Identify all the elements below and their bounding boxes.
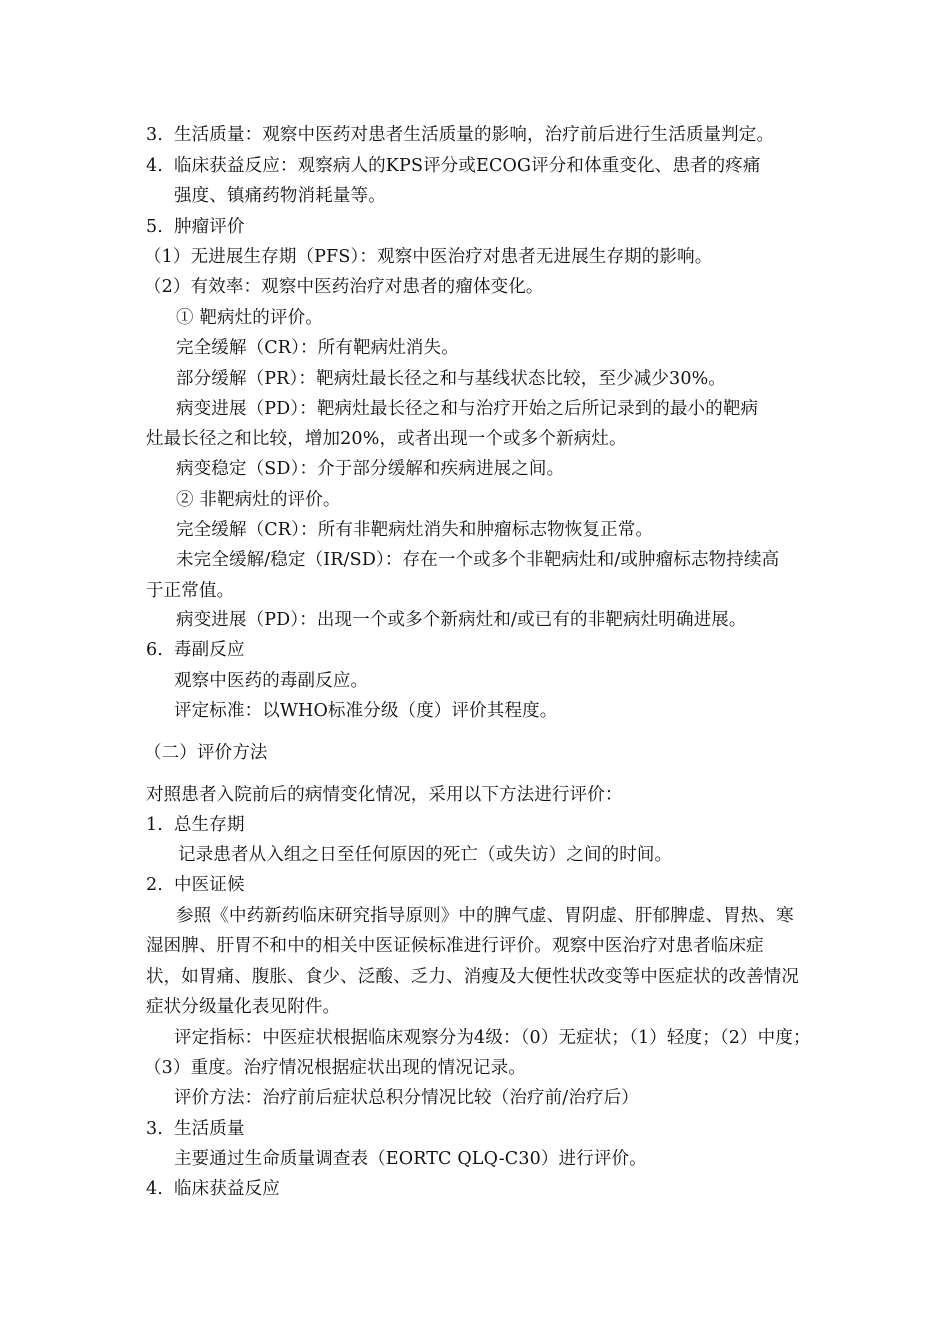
list-item xyxy=(146,810,245,840)
text-line: （1）无进展生存期（PFS）：观察中医治疗对患者无进展生存期的影响。 xyxy=(144,247,713,267)
list-item xyxy=(146,212,245,242)
text-line: （2）有效率：观察中医药治疗对患者的瘤体变化。 xyxy=(144,277,544,297)
list-number: 4. xyxy=(146,156,163,176)
list-item xyxy=(146,151,761,181)
line-text: 临床获益反应：观察病人的KPS评分或ECOG评分和体重变化、患者的疼痛 xyxy=(174,156,761,176)
text-line: ② 非靶病灶的评价。 xyxy=(176,490,341,510)
line-text: 中医证候 xyxy=(174,875,245,895)
list-item xyxy=(146,120,774,150)
text-line: 强度、镇痛药物消耗量等。 xyxy=(174,186,386,206)
text-line: 完全缓解（CR）：所有非靶病灶消失和肿瘤标志物恢复正常。 xyxy=(176,520,654,540)
text-line: ① 靶病灶的评价。 xyxy=(176,308,323,328)
list-number: 6. xyxy=(146,640,163,660)
list-item xyxy=(146,1174,280,1204)
list-item xyxy=(146,870,245,900)
text-line: 病变稳定（SD）：介于部分缓解和疾病进展之间。 xyxy=(176,459,565,479)
text-line: 评价方法：治疗前后症状总积分情况比较（治疗前/治疗后） xyxy=(174,1088,639,1108)
list-number: 3. xyxy=(146,1119,163,1139)
text-line: 病变进展（PD）：靶病灶最长径之和与治疗开始之后所记录到的最小的靶病 xyxy=(176,399,759,419)
section-heading: （二）评价方法 xyxy=(144,743,268,763)
text-line: 评定标准：以WHO标准分级（度）评价其程度。 xyxy=(174,701,558,721)
text-line: （3）重度。治疗情况根据症状出现的情况记录。 xyxy=(144,1058,526,1078)
text-line: 主要通过生命质量调查表（EORTC QLQ-C30）进行评价。 xyxy=(174,1149,647,1169)
text-line: 病变进展（PD）：出现一个或多个新病灶和/或已有的非靶病灶明确进展。 xyxy=(176,610,747,630)
text-line: 对照患者入院前后的病情变化情况，采用以下方法进行评价： xyxy=(146,785,623,805)
text-line: 未完全缓解/稳定（IR/SD）：存在一个或多个非靶病灶和/或肿瘤标志物持续高 xyxy=(176,550,780,570)
text-line: 观察中医药的毒副反应。 xyxy=(174,671,369,691)
list-number: 5. xyxy=(146,217,163,237)
list-item xyxy=(146,1114,245,1144)
line-text: 临床获益反应 xyxy=(174,1179,280,1199)
line-text: 生活质量：观察中医药对患者生活质量的影响，治疗前后进行生活质量判定。 xyxy=(174,125,775,145)
list-number: 4. xyxy=(146,1179,163,1199)
text-line: 参照《中药新药临床研究指导原则》中的脾气虚、胃阴虚、肝郁脾虚、胃热、寒 xyxy=(176,906,794,926)
text-line: 记录患者从入组之日至任何原因的死亡（或失访）之间的时间。 xyxy=(178,845,673,865)
text-line: 部分缓解（PR）：靶病灶最长径之和与基线状态比较，至少减少30%。 xyxy=(176,369,727,389)
line-text: 毒副反应 xyxy=(174,640,245,660)
text-line: 于正常值。 xyxy=(146,581,235,601)
text-line: 灶最长径之和比较，增加20%，或者出现一个或多个新病灶。 xyxy=(146,429,627,449)
text-line: 症状分级量化表见附件。 xyxy=(146,997,341,1017)
text-line: 完全缓解（CR）：所有靶病灶消失。 xyxy=(176,338,459,358)
list-number: 2. xyxy=(146,875,163,895)
line-text: 总生存期 xyxy=(174,815,245,835)
text-line: 评定指标：中医症状根据临床观察分为4级：（0）无症状；（1）轻度；（2）中度； xyxy=(174,1028,811,1048)
text-line: 湿困脾、肝胃不和中的相关中医证候标准进行评价。观察中医治疗对患者临床症 xyxy=(146,936,764,956)
line-text: 生活质量 xyxy=(174,1119,245,1139)
list-item xyxy=(146,635,245,665)
line-text: 肿瘤评价 xyxy=(174,217,245,237)
list-number: 3. xyxy=(146,125,163,145)
list-number: 1. xyxy=(146,815,163,835)
text-line: 状，如胃痛、腹胀、食少、泛酸、乏力、消瘦及大便性状改变等中医症状的改善情况 xyxy=(146,967,800,987)
